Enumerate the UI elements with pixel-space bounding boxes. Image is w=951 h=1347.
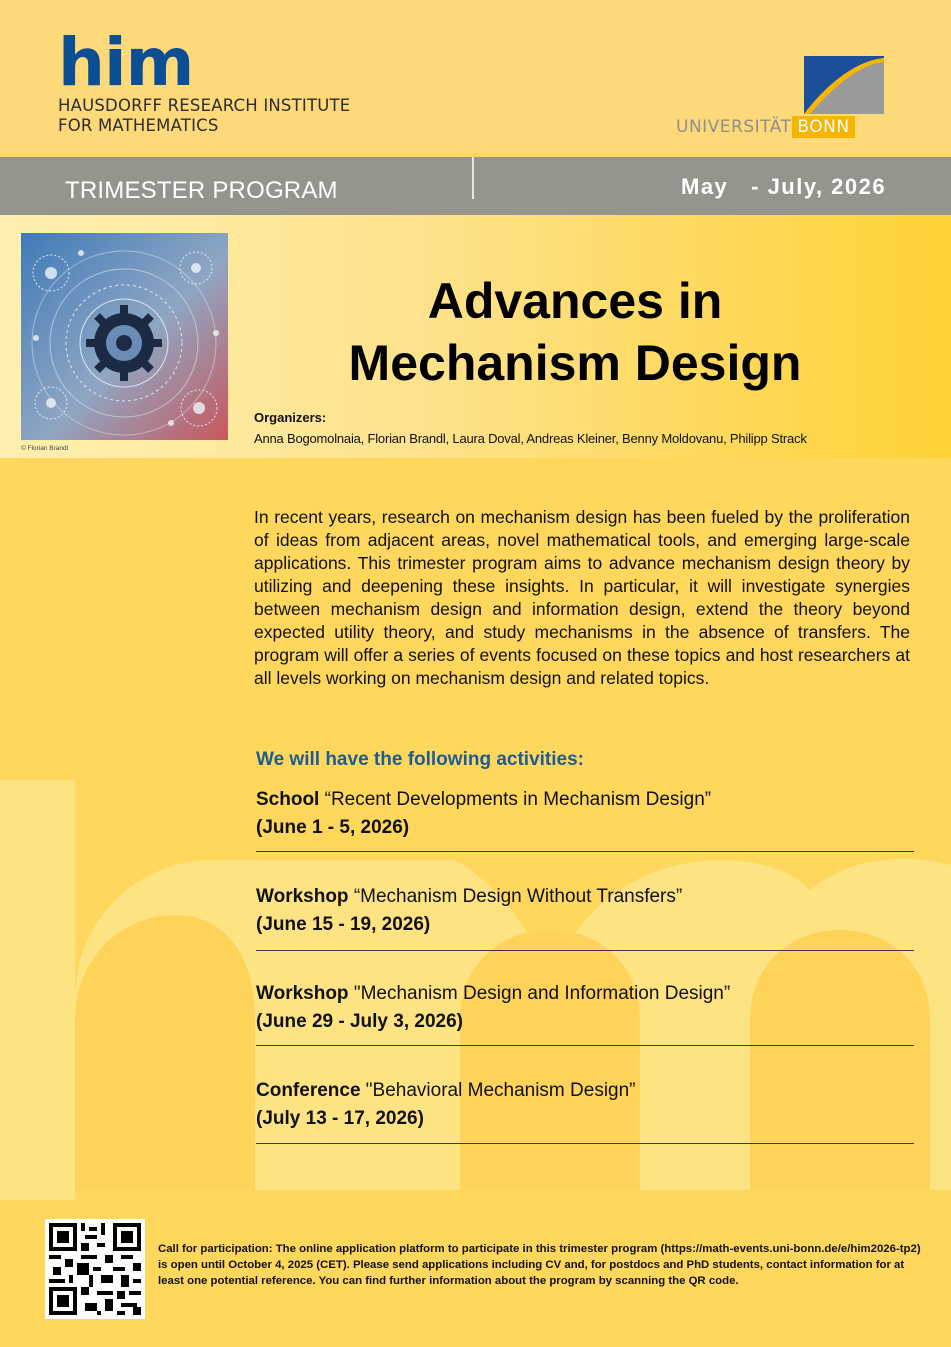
- activity-name: "Mechanism Design and Information Design”: [348, 983, 731, 1004]
- program-bar: [0, 157, 951, 215]
- university-wordmark: [676, 116, 855, 138]
- institute-name-line2: FOR MATHEMATICS: [58, 116, 219, 135]
- image-credit: © Florian Brandl: [21, 445, 69, 452]
- institute-name-line1: HAUSDORFF RESEARCH INSTITUTE: [58, 96, 351, 115]
- program-bar-divider: [472, 157, 474, 199]
- cfp-text: The online application platform to participate in this trimester program (https://math-events.uni-bonn.de/e/him2026-tp2) is open until October 4, 2025 (CET). Please send applications including CV and, for postdocs and PhD students, contact information for at least one potential reference. You can find further information about the program by scanning the QR code.: [158, 1243, 921, 1287]
- activity-kind: Workshop: [256, 886, 349, 907]
- activities-heading: We will have the following activities:: [256, 749, 584, 770]
- activity-item: [256, 883, 914, 951]
- university-logo-mark-icon: [804, 56, 884, 114]
- activity-title: [256, 786, 914, 814]
- page-title: [260, 270, 890, 394]
- activity-kind: Workshop: [256, 983, 349, 1004]
- activity-title: [256, 1077, 914, 1105]
- program-type-label: TRIMESTER PROGRAM: [65, 177, 338, 204]
- organizers-label: Organizers:: [254, 410, 327, 425]
- title-line1: Advances in: [427, 273, 723, 329]
- activity-kind: Conference: [256, 1080, 361, 1101]
- activity-date: (June 1 - 5, 2026): [256, 817, 410, 838]
- activity-date: (June 15 - 19, 2026): [256, 914, 431, 935]
- activity-title: [256, 883, 914, 911]
- program-description: In recent years, research on mechanism design has been fueled by the proliferation of ideas from adjacent areas, novel mathematical tools, and emerging large-scale applications. This trimester program aims to advance mechanism design theory by utilizing and deepening these insights. In particular, it will investigate synergies between mechanism design and information design, extend the theory beyond expected utility theory, and study mechanisms in the absence of transfers. The program will offer a series of events focused on these topics and host researchers at all levels working on mechanism design and related topics.: [254, 507, 910, 688]
- cfp-label: Call for participation:: [158, 1243, 273, 1255]
- activity-item: [256, 786, 914, 852]
- university-bonn-logo: [676, 56, 884, 138]
- organizers-names: Anna Bogomolnaia, Florian Brandl, Laura Doval, Andreas Kleiner, Benny Moldovanu, Philipp Strack: [254, 431, 807, 446]
- program-dates: May - July, 2026: [681, 174, 887, 199]
- activity-item: [256, 980, 914, 1046]
- activity-name: “Mechanism Design Without Transfers”: [348, 886, 683, 907]
- university-name: UNIVERSITÄT: [676, 117, 792, 137]
- gears-illustration: [21, 233, 228, 440]
- activity-title: [256, 980, 914, 1008]
- call-for-participation: [158, 1241, 928, 1289]
- qr-code-icon: [45, 1219, 145, 1319]
- activity-kind: School: [256, 789, 320, 810]
- him-logo: [58, 24, 351, 136]
- activity-date: (June 29 - July 3, 2026): [256, 1011, 463, 1032]
- activity-name: "Behavioral Mechanism Design”: [360, 1080, 636, 1101]
- activity-name: “Recent Developments in Mechanism Design”: [319, 789, 712, 810]
- activity-item: [256, 1077, 914, 1144]
- title-line2: Mechanism Design: [348, 335, 802, 391]
- university-city: BONN: [792, 116, 854, 138]
- qr-code[interactable]: [45, 1219, 145, 1319]
- gear-icon: [21, 233, 228, 440]
- organizers-block: [254, 407, 807, 449]
- activity-date: (July 13 - 17, 2026): [256, 1108, 424, 1129]
- him-logo-wordmark: him: [58, 24, 194, 101]
